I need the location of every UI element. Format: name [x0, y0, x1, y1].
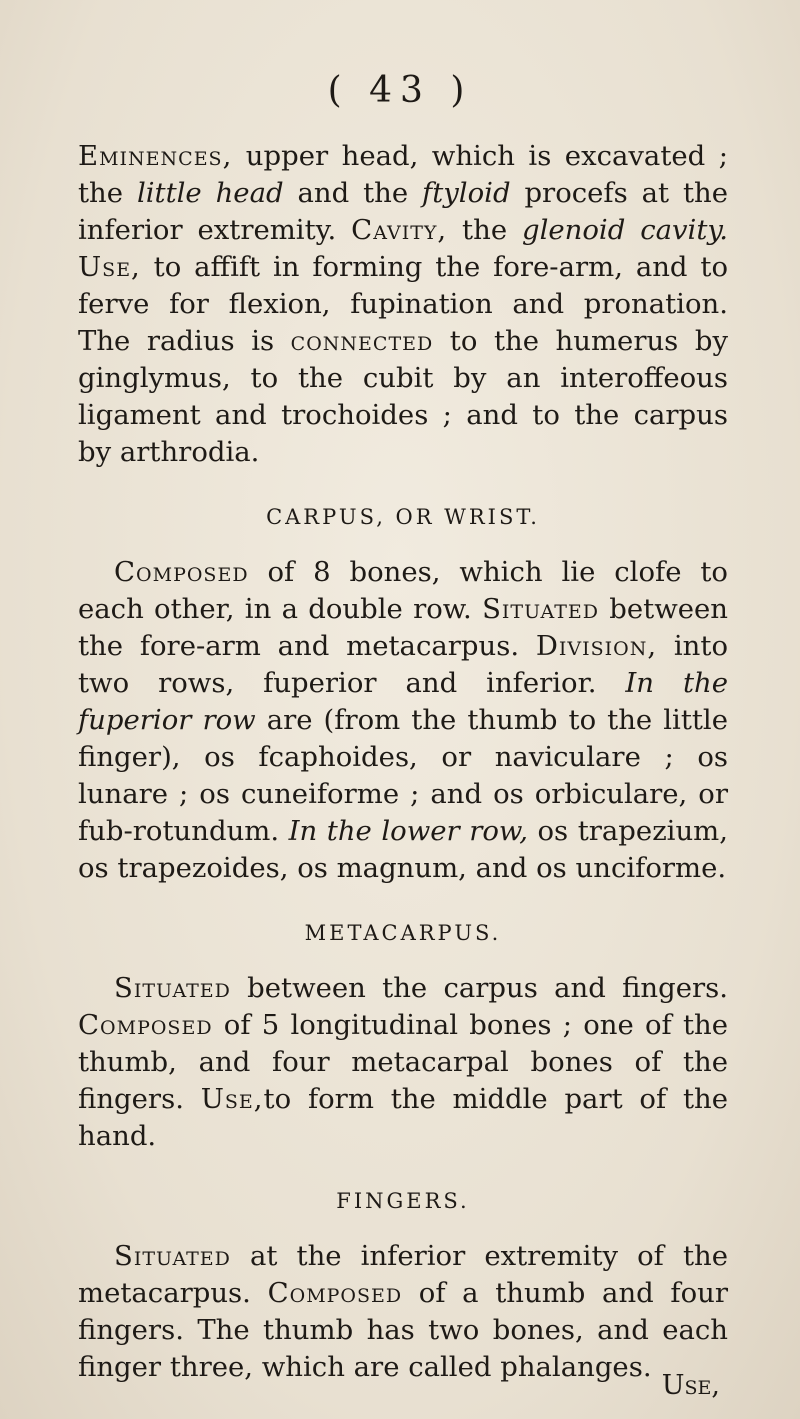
text-run: upper head, which is excavated ; the	[78, 140, 728, 209]
term-cavity: Cavity,	[351, 214, 448, 246]
heading-carpus: CARPUS, OR WRIST.	[266, 505, 540, 529]
text-run: are (from the thumb to the little finger), os fcaphoides, or naviculare ; os lunare ; os cuneiforme ; and os orbiculare, or fub-rotundum.	[78, 704, 728, 847]
text-run: to affift in forming the fore-arm, and to ferve for flexion, fupination and pronation. The radius is	[78, 251, 728, 357]
heading-metacarpus: METACARPUS.	[304, 921, 502, 945]
heading-fingers: FINGERS.	[336, 1189, 470, 1213]
text-run: at the inferior extremity of the metacarpus.	[78, 1240, 728, 1309]
term-composed: Composed	[78, 1009, 213, 1041]
term-situated: Situated	[482, 593, 599, 625]
fingers-paragraph	[78, 1238, 728, 1386]
carpus-paragraph	[78, 554, 728, 887]
text-run: the	[447, 214, 522, 246]
term-composed: Composed	[114, 556, 249, 588]
term-use: Use,	[200, 1083, 264, 1115]
text-run: between the carpus and fingers.	[230, 972, 728, 1004]
text-run: procefs at the inferior extremity.	[78, 177, 728, 246]
page-number: ( 43 )	[327, 70, 473, 111]
term-lower-row: In the lower row,	[288, 815, 528, 847]
term-styloid: ftyloid	[422, 177, 511, 209]
text-run: os trapezium, os trapezoides, os magnum, and os unciforme.	[78, 815, 729, 884]
text-run: to form the middle part of the hand.	[78, 1083, 728, 1152]
text-run: of a thumb and four fingers. The thumb has two bones, and each finger three, which are called phalanges.	[78, 1277, 729, 1383]
term-division: Division,	[535, 630, 658, 662]
term-glenoid: glenoid cavity.	[521, 214, 728, 246]
text-run: into two rows, fuperior and inferior.	[78, 630, 729, 699]
text-run: of 8 bones, which lie clofe to each other, in a double row.	[78, 556, 728, 625]
term-eminences: Eminences,	[78, 140, 233, 172]
term-connected: connected	[290, 325, 434, 357]
radius-paragraph	[78, 138, 728, 471]
term-composed: Composed	[267, 1277, 403, 1309]
term-use: Use,	[78, 251, 141, 283]
text-run: to the humerus by ginglymus, to the cubit by an interoffeous ligament and trochoides ; and to the carpus by arthrodia.	[78, 325, 728, 468]
term-situated: Situated	[114, 972, 231, 1004]
page-body	[78, 138, 728, 1386]
text-run: and the	[283, 177, 423, 209]
term-situated: Situated	[114, 1240, 231, 1272]
term-little-head: little head	[136, 177, 284, 209]
text-run: of 5 longitudinal bones ; one of the thumb, and four metacarpal bones of the fingers.	[78, 1009, 728, 1115]
text-run: between the fore-arm and metacarpus.	[78, 593, 728, 662]
term-superior-row: In the fuperior row	[78, 667, 728, 736]
catchword: Use,	[661, 1370, 720, 1401]
metacarpus-paragraph	[78, 970, 728, 1155]
